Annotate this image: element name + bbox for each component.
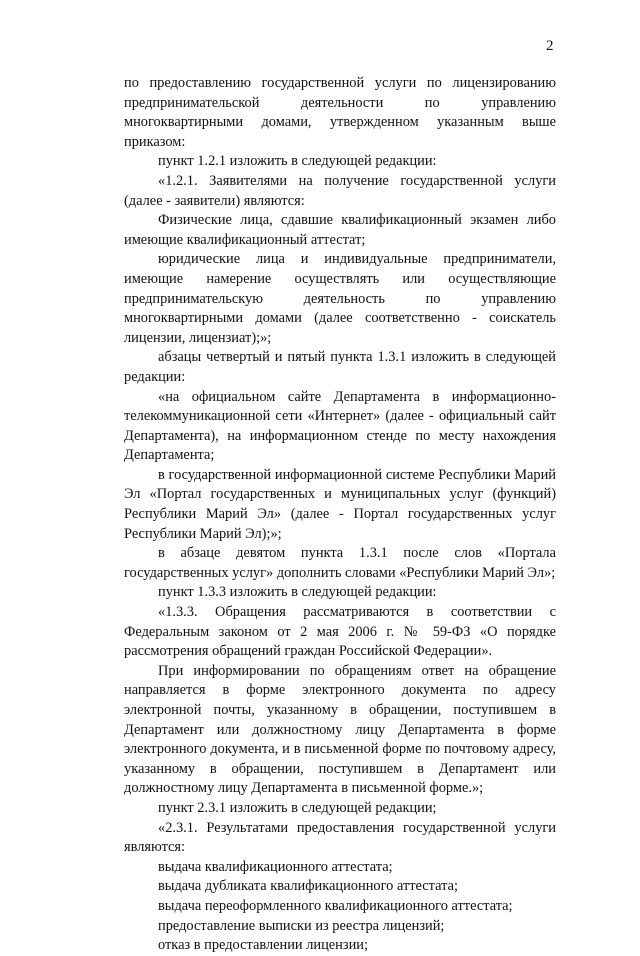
- paragraph: абзацы четвертый и пятый пункта 1.3.1 изложить в следующей редакции:: [124, 349, 556, 385]
- paragraph: При информировании по обращениям ответ на обращение направляется в форме электронного документа по адресу электронной почты, указанному в обращении, поступившем в Департамент или должностному лицу Департамента в форме электронного документа, и в письменной форме по почтовому адресу, указанному в обращении, поступившем в Департамент или должностному лицу Департамента в письменной форме.»;: [124, 662, 556, 797]
- list-item: отказ в предоставлении лицензии;: [158, 937, 368, 954]
- paragraph: юридические лица и индивидуальные предприниматели, имеющие намерение осуществлять или осуществляющие предпринимательскую деятельность по управлению многоквартирными домами (далее соответственно - соискатель лицензии, лицензиат);»;: [124, 251, 556, 346]
- paragraph: по предоставлению государственной услуги по лицензированию предпринимательской деятельности по управлению многоквартирными домами, утвержденном указанным выше приказом:: [124, 75, 556, 150]
- paragraph: пункт 1.3.3 изложить в следующей редакции:: [158, 584, 437, 601]
- list-item: выдача квалификационного аттестата;: [158, 858, 393, 875]
- paragraph: пункт 2.3.1 изложить в следующей редакции;: [158, 799, 437, 816]
- paragraph: «2.3.1. Результатами предоставления государственной услуги являются:: [124, 819, 556, 856]
- paragraph: «1.3.3. Обращения рассматриваются в соответствии с Федеральным законом от 2 мая 2006 г. № 59-ФЗ «О порядке рассмотрения обращений граждан Российской Федерации».: [124, 604, 556, 660]
- list-item: предоставление выписки из реестра лицензий;: [158, 917, 445, 934]
- paragraph: в абзаце девятом пункта 1.3.1 после слов «Портала государственных услуг» дополнить словами «Республики Марий Эл»;: [124, 545, 556, 581]
- document-body: [124, 74, 556, 956]
- page-number: 2: [546, 38, 554, 54]
- paragraph: пункт 1.2.1 изложить в следующей редакции:: [158, 153, 437, 170]
- list-item: выдача переоформленного квалификационного аттестата;: [158, 897, 513, 914]
- paragraph: «1.2.1. Заявителями на получение государственной услуги (далее - заявители) являются:: [124, 172, 556, 209]
- paragraph: в государственной информационной системе Республики Марий Эл «Портал государственных и муниципальных услуг (функций) Республики Марий Эл» (далее - Портал государственных услуг Республики Марий Эл);»;: [124, 466, 556, 542]
- list-item: выдача дубликата квалификационного аттестата;: [158, 878, 458, 895]
- paragraph: Физические лица, сдавшие квалификационный экзамен либо имеющие квалификационный аттестат;: [124, 212, 556, 248]
- paragraph: «на официальном сайте Департамента в информационно-телекоммуникационной сети «Интернет» (далее - официальный сайт Департамента), на информационном стенде по месту нахождения Департамента;: [124, 388, 556, 464]
